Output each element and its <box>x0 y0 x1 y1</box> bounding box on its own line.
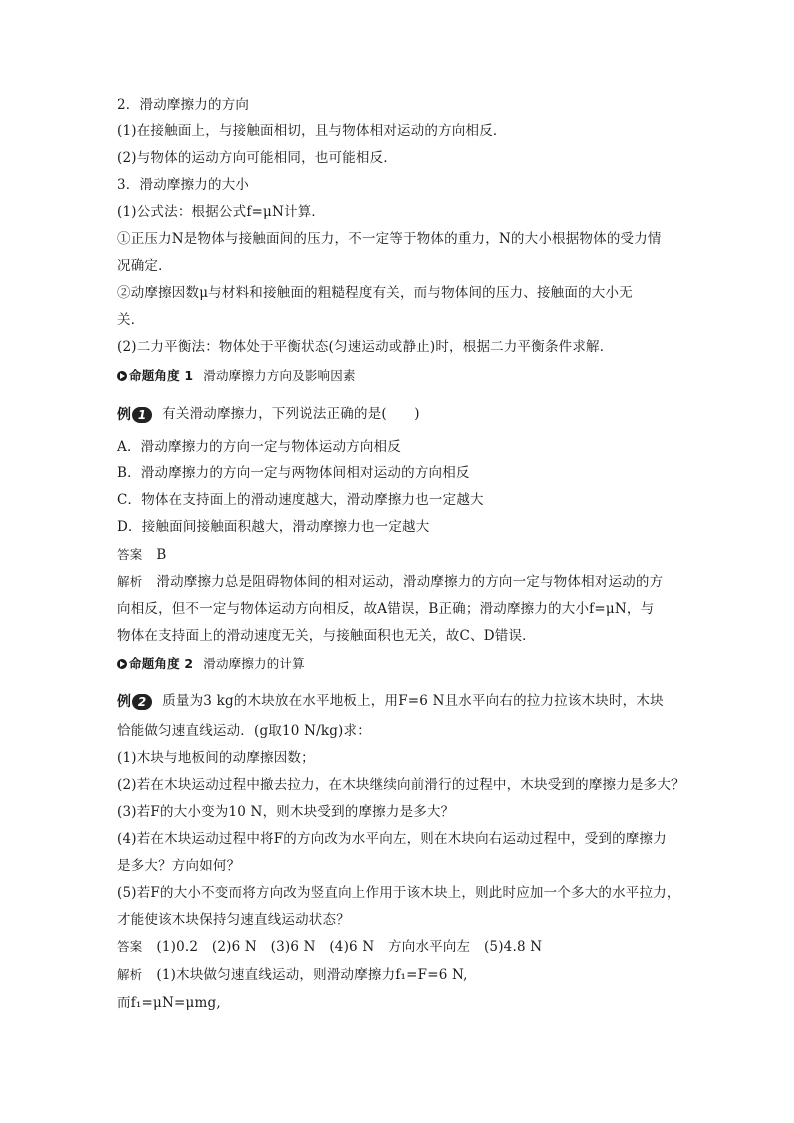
section-3-point-2: (2)二力平衡法：物体处于平衡状态(匀速运动或静止)时，根据二力平衡条件求解． <box>117 339 614 355</box>
analysis-label: 解析 <box>117 967 143 982</box>
example-2-item-1: (1)木块与地板间的动摩擦因数； <box>117 750 315 766</box>
angle-2-text: 滑动摩擦力的计算 <box>203 656 305 671</box>
example-1-analysis-2: 向相反，但不一定与物体运动方向相反，故A错误，B正确；滑动摩擦力的大小f=μN，与 <box>117 601 655 617</box>
example-1-analysis-1 <box>117 573 663 591</box>
analysis-text: 滑动摩擦力总是阻碍物体间的相对运动，滑动摩擦力的方向一定与物体相对运动的方 <box>156 574 664 590</box>
answer-label: 答案 <box>117 939 143 954</box>
example-label: 例 <box>117 693 132 710</box>
angle-2-label: 命题角度 2 <box>129 656 194 671</box>
section-3-note-1b: 况确定． <box>117 258 172 274</box>
example-1-answer <box>117 546 167 564</box>
answer-value: B <box>156 547 167 563</box>
example-label: 例 <box>117 406 132 423</box>
answer-label: 答案 <box>117 547 143 562</box>
example-2-item-4b: 是多大？方向如何？ <box>117 858 241 874</box>
example-2-question-1 <box>117 692 664 711</box>
analysis-text: (1)木块做匀速直线运动，则滑动摩擦力f₁=F=6 N, <box>156 967 468 983</box>
section-3-note-2b: 关． <box>117 312 145 328</box>
example-number-badge: 2 <box>132 694 152 710</box>
play-bullet-icon <box>117 371 127 381</box>
example-1-analysis-3: 物体在支持面上的滑动速度无关，与接触面积也无关，故C、D错误． <box>117 628 536 644</box>
example-2-item-2: (2)若在木块运动过程中撤去拉力，在木块继续向前滑行的过程中，木块受到的摩擦力是多大？ <box>117 777 685 793</box>
example-2-item-3: (3)若F的大小变为10 N，则木块受到的摩擦力是多大？ <box>117 804 455 820</box>
answer-value: (1)0.2 (2)6 N (3)6 N (4)6 N 方向水平向左 (5)4.8 N <box>156 939 543 955</box>
example-2-item-4a: (4)若在木块运动过程中将F的方向改为水平向左，则在木块向右运动过程中，受到的摩擦力 <box>117 831 667 847</box>
section-3-note-1a: ①正压力N是物体与接触面间的压力，不一定等于物体的重力，N的大小根据物体的受力情 <box>117 231 662 247</box>
example-1-option-b: B．滑动摩擦力的方向一定与两物体间相对运动的方向相反 <box>117 465 470 481</box>
example-2-item-5b: 才能使该木块保持匀速直线运动状态？ <box>117 912 350 928</box>
example-2-answer <box>117 938 542 956</box>
example-2-question-text: 质量为3 kg的木块放在水平地板上，用F=6 N且水平向右的拉力拉该木块时，木块 <box>162 693 664 709</box>
section-3-point-1: (1)公式法：根据公式f=μN计算． <box>117 204 326 220</box>
example-2-question-2: 恰能做匀速直线运动．(g取10 N/kg)求： <box>117 723 371 739</box>
section-2-title: 2．滑动摩擦力的方向 <box>117 97 250 113</box>
example-2-analysis-2: 而f₁=μN=μmg, <box>117 995 221 1011</box>
section-2-point-1: (1)在接触面上，与接触面相切，且与物体相对运动的方向相反． <box>117 123 507 139</box>
example-1-question <box>117 405 420 424</box>
angle-1-label: 命题角度 1 <box>129 368 194 383</box>
example-1-option-c: C．物体在支持面上的滑动速度越大，滑动摩擦力也一定越大 <box>117 492 484 508</box>
play-bullet-icon <box>117 659 127 669</box>
example-1-question-text: 有关滑动摩擦力，下列说法正确的是( ) <box>162 406 420 422</box>
analysis-label: 解析 <box>117 574 143 589</box>
angle-1-heading <box>117 367 356 385</box>
example-number-badge: 1 <box>132 407 152 423</box>
angle-2-heading <box>117 655 305 673</box>
example-1-option-d: D．接触面间接触面积越大，滑动摩擦力也一定越大 <box>117 519 430 535</box>
angle-1-text: 滑动摩擦力方向及影响因素 <box>203 368 356 383</box>
example-2-analysis-1 <box>117 966 468 984</box>
section-3-title: 3．滑动摩擦力的大小 <box>117 177 250 193</box>
example-2-item-5a: (5)若F的大小不变而将方向改为竖直向上作用于该木块上，则此时应加一个多大的水平拉力， <box>117 885 681 901</box>
section-2-point-2: (2)与物体的运动方向可能相同，也可能相反． <box>117 150 398 166</box>
example-1-option-a: A．滑动摩擦力的方向一定与物体运动方向相反 <box>117 439 401 455</box>
section-3-note-2a: ②动摩擦因数μ与材料和接触面的粗糙程度有关，而与物体间的压力、接触面的大小无 <box>117 285 633 301</box>
